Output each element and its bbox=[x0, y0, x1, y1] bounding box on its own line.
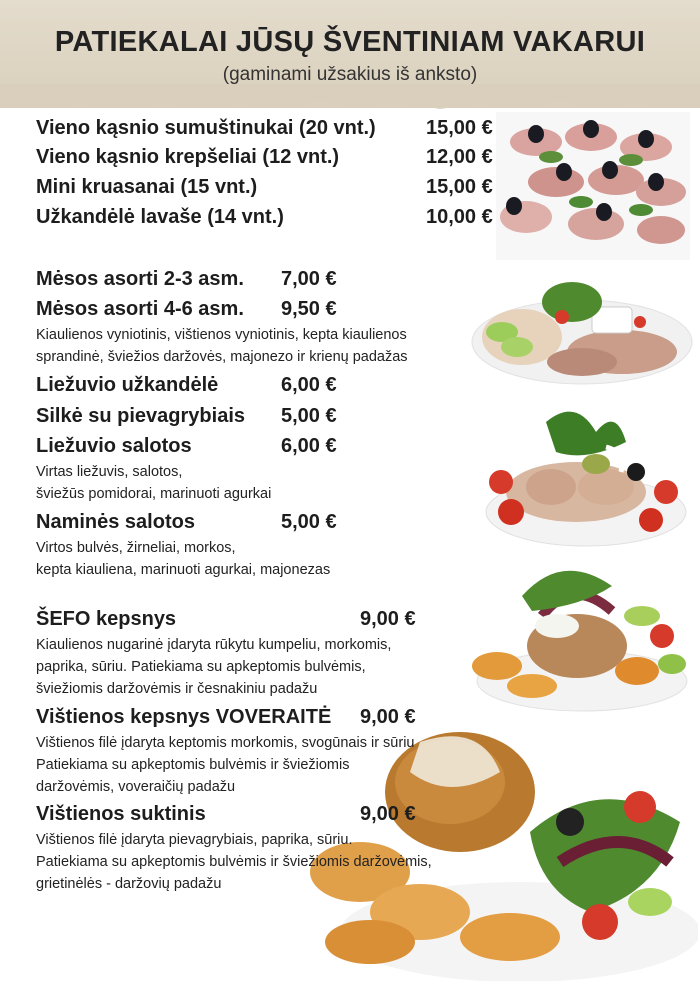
item-description bbox=[36, 324, 408, 368]
item-name: Vištienos kepsnys VOVERAITĖ bbox=[36, 706, 332, 728]
item-price: 9,00 € bbox=[360, 608, 416, 630]
description-line: Vištienos filė įdaryta pievagrybiais, paprika, sūriu. bbox=[36, 832, 353, 848]
description-line: kepta kiauliena, marinuoti agurkai, majonezas bbox=[36, 562, 331, 578]
meat-platter-photo bbox=[462, 262, 694, 392]
item-name: ŠEFO kepsnys bbox=[36, 608, 177, 630]
item-price: 7,00 € bbox=[281, 268, 337, 290]
description-line: grietinėlės - daržovių padažu bbox=[36, 876, 222, 892]
item-description bbox=[36, 829, 432, 895]
item-price: 15,00 € bbox=[426, 176, 493, 198]
description-line: Kiaulienos vyniotinis, vištienos vyniotinis, kepta kiaulienos bbox=[36, 327, 407, 343]
item-description bbox=[36, 732, 415, 798]
torn-paper-edge bbox=[0, 84, 700, 114]
item-price: 15,00 € bbox=[426, 117, 493, 139]
item-name: Liežuvio užkandėlė bbox=[36, 374, 219, 396]
description-line: daržovėmis, voveraičių padažu bbox=[36, 779, 236, 795]
page-title: PATIEKALAI JŪSŲ ŠVENTINIAM VAKARUI bbox=[54, 26, 646, 58]
description-line: Virtos bulvės, žirneliai, morkos, bbox=[36, 540, 236, 556]
item-name: Vištienos suktinis bbox=[36, 803, 206, 825]
item-price: 6,00 € bbox=[281, 374, 337, 396]
item-description bbox=[36, 461, 271, 505]
canapes-photo bbox=[496, 112, 690, 260]
item-price: 9,50 € bbox=[281, 298, 337, 320]
item-price: 9,00 € bbox=[360, 803, 416, 825]
item-name: Vieno kąsnio krepšeliai (12 vnt.) bbox=[36, 146, 340, 168]
item-name: Mėsos asorti 4-6 asm. bbox=[36, 298, 244, 320]
item-price: 9,00 € bbox=[360, 706, 416, 728]
description-line: Kiaulienos nugarinė įdaryta rūkytu kumpeliu, morkomis, bbox=[36, 637, 392, 653]
description-line: Patiekiama su apkeptomis bulvėmis ir šviežiomis bbox=[36, 757, 350, 773]
item-price: 6,00 € bbox=[281, 435, 337, 457]
description-line: Vištienos filė įdaryta keptomis morkomis, svogūnais ir sūriu bbox=[36, 735, 415, 751]
description-line: Virtas liežuvis, salotos, bbox=[36, 464, 183, 480]
description-line: šviežūs pomidorai, marinuoti agurkai bbox=[36, 486, 272, 502]
item-name: Užkandėlė lavaše (14 vnt.) bbox=[36, 206, 284, 228]
item-price: 5,00 € bbox=[281, 511, 337, 533]
item-name: Vieno kąsnio sumuštinukai (20 vnt.) bbox=[36, 117, 376, 139]
description-line: Patiekiama su apkeptomis bulvėmis ir šviežiomis daržovėmis, bbox=[36, 854, 432, 870]
item-price: 10,00 € bbox=[426, 206, 493, 228]
item-price: 5,00 € bbox=[281, 405, 337, 427]
item-name: Naminės salotos bbox=[36, 511, 195, 533]
description-line: šviežiomis daržovėmis ir česnakiniu padažu bbox=[36, 681, 318, 697]
item-name: Mini kruasanai (15 vnt.) bbox=[36, 176, 258, 198]
item-name: Silkė su pievagrybiais bbox=[36, 405, 245, 427]
item-name: Liežuvio salotos bbox=[36, 435, 192, 457]
item-description bbox=[36, 537, 330, 581]
item-name: Mėsos asorti 2-3 asm. bbox=[36, 268, 244, 290]
description-line: sprandinė, šviežios daržovės, majonezo ir krienų padažas bbox=[36, 349, 408, 365]
pork-steak-photo bbox=[462, 556, 694, 716]
description-line: paprika, sūriu. Patiekiama su apkeptomis bulvėmis, bbox=[36, 659, 366, 675]
item-description bbox=[36, 634, 391, 700]
item-price: 12,00 € bbox=[426, 146, 493, 168]
tongue-salad-photo bbox=[466, 392, 694, 552]
page-subtitle: (gaminami užsakius iš anksto) bbox=[222, 64, 478, 85]
